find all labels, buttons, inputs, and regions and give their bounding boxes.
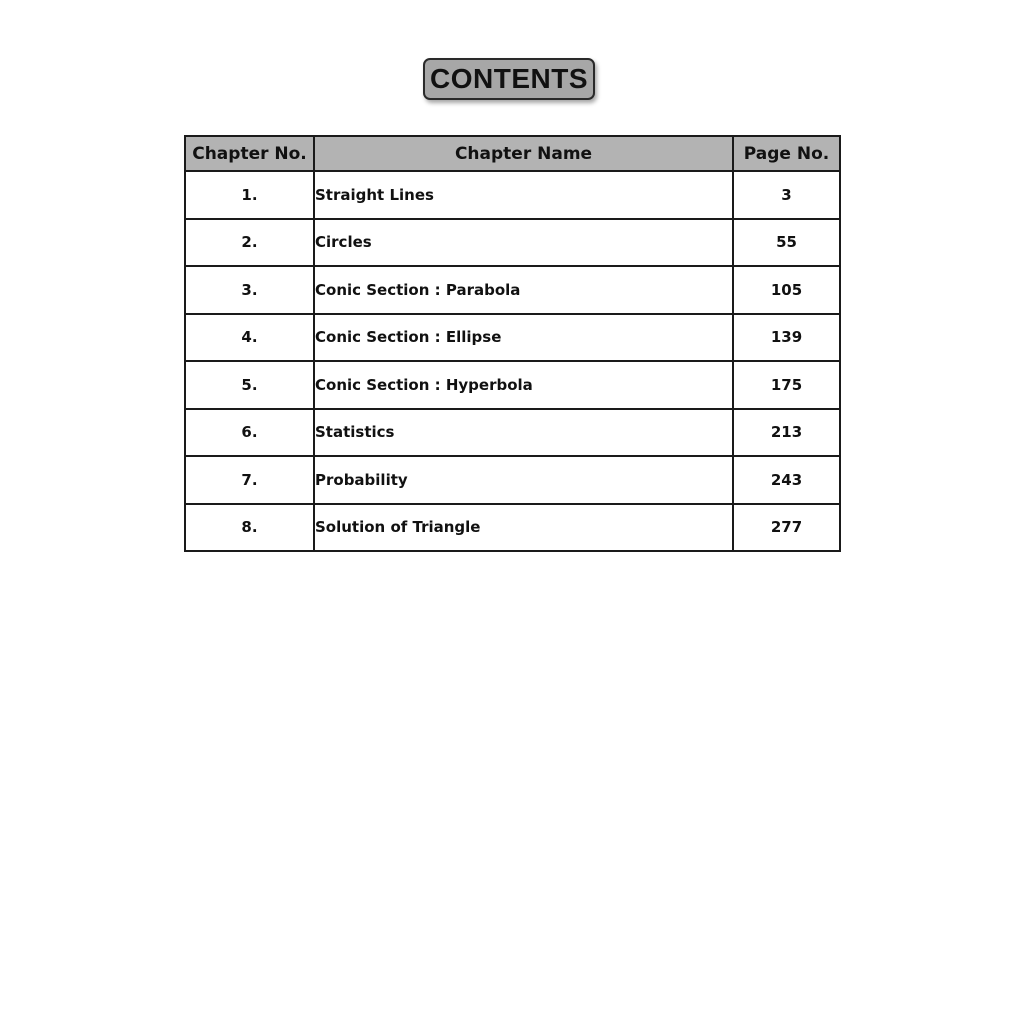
page-number: 277	[733, 504, 840, 552]
header-chapter-no: Chapter No.	[185, 136, 314, 171]
header-page-no: Page No.	[733, 136, 840, 171]
chapter-name: Circles	[314, 219, 733, 267]
chapter-number: 6.	[185, 409, 314, 457]
page-title: CONTENTS	[430, 63, 588, 94]
chapter-number: 7.	[185, 456, 314, 504]
table-row	[185, 266, 840, 314]
chapter-name: Probability	[314, 456, 733, 504]
chapter-number: 4.	[185, 314, 314, 362]
table-row	[185, 219, 840, 267]
page-number: 3	[733, 171, 840, 219]
table-header-row	[185, 136, 840, 171]
page-number: 213	[733, 409, 840, 457]
table-row	[185, 504, 840, 552]
chapter-name: Statistics	[314, 409, 733, 457]
chapter-number: 1.	[185, 171, 314, 219]
table-row	[185, 171, 840, 219]
table-row	[185, 314, 840, 362]
chapter-number: 8.	[185, 504, 314, 552]
chapter-number: 5.	[185, 361, 314, 409]
chapter-name: Solution of Triangle	[314, 504, 733, 552]
page-number: 139	[733, 314, 840, 362]
page-number: 243	[733, 456, 840, 504]
chapter-name: Conic Section : Hyperbola	[314, 361, 733, 409]
page-number: 175	[733, 361, 840, 409]
chapter-name: Conic Section : Ellipse	[314, 314, 733, 362]
table-row	[185, 361, 840, 409]
contents-table	[184, 135, 841, 552]
table-row	[185, 409, 840, 457]
chapter-name: Conic Section : Parabola	[314, 266, 733, 314]
header-chapter-name: Chapter Name	[314, 136, 733, 171]
chapter-name: Straight Lines	[314, 171, 733, 219]
contents-title-box	[423, 58, 595, 100]
chapter-number: 3.	[185, 266, 314, 314]
page-number: 55	[733, 219, 840, 267]
chapter-number: 2.	[185, 219, 314, 267]
page-number: 105	[733, 266, 840, 314]
table-row	[185, 456, 840, 504]
